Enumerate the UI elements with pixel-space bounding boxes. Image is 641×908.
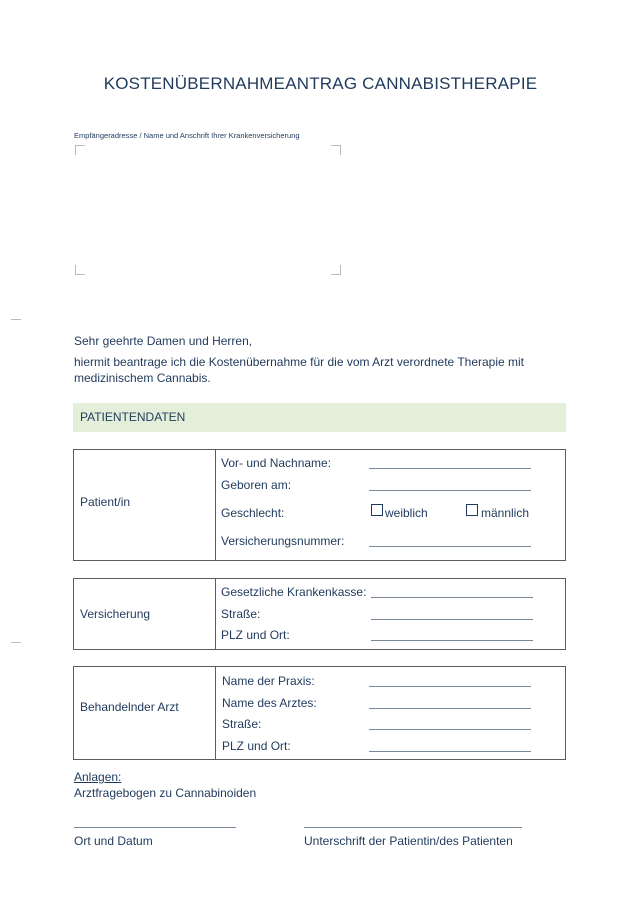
address-corner-mark [75, 265, 85, 275]
document-title: KOSTENÜBERNAHMEANTRAG CANNABISTHERAPIE [103, 74, 538, 93]
fund-label: Gesetzliche Krankenkasse: [221, 585, 367, 599]
doctor-name-field[interactable] [369, 708, 531, 709]
insurance-box [73, 578, 566, 650]
signature-label: Unterschrift der Patientin/des Patienten [304, 834, 513, 848]
patient-label: Patient/in [80, 495, 131, 509]
signature-field[interactable] [304, 827, 522, 828]
box-divider [215, 450, 216, 560]
intro-text: hiermit beantrage ich die Kostenübernahme für die vom Arzt verordnete Therapie mit medizinischem Cannabis. [74, 355, 525, 385]
gender-label: Geschlecht: [221, 506, 285, 520]
box-divider [215, 579, 216, 649]
insurance-label: Versicherung [80, 607, 151, 621]
female-option-label: weiblich [385, 506, 428, 520]
name-field[interactable] [369, 468, 531, 469]
doctor-street-field[interactable] [369, 729, 531, 730]
female-checkbox[interactable] [371, 504, 383, 516]
address-corner-mark [331, 265, 341, 275]
insurance-city-field[interactable] [371, 640, 533, 641]
box-divider [215, 667, 216, 759]
doctor-name-label: Name des Arztes: [222, 696, 317, 710]
patient-box [73, 449, 566, 561]
fold-mark [11, 642, 21, 643]
name-label: Vor- und Nachname: [221, 456, 332, 470]
greeting-text: Sehr geehrte Damen und Herren, [74, 334, 253, 348]
insurance-city-label: PLZ und Ort: [221, 628, 290, 642]
insurance-number-field[interactable] [369, 546, 531, 547]
insurance-number-label: Versicherungsnummer: [221, 534, 345, 548]
place-date-label: Ort und Datum [74, 834, 153, 848]
doctor-box [73, 666, 566, 760]
insurance-street-label: Straße: [221, 607, 261, 621]
doctor-street-label: Straße: [222, 717, 262, 731]
attachments-item: Arztfragebogen zu Cannabinoiden [74, 786, 257, 800]
fold-mark [11, 319, 21, 320]
doctor-label: Behandelnder Arzt [80, 700, 179, 714]
practice-field[interactable] [369, 686, 531, 687]
insurance-street-field[interactable] [371, 619, 533, 620]
birth-field[interactable] [369, 490, 531, 491]
male-option-label: männlich [481, 506, 530, 520]
section-title: PATIENTENDATEN [80, 410, 186, 424]
section-header [73, 403, 566, 432]
birth-label: Geboren am: [221, 478, 292, 492]
doctor-city-field[interactable] [369, 751, 531, 752]
doctor-city-label: PLZ und Ort: [222, 739, 291, 753]
address-corner-mark [331, 145, 341, 155]
attachments-heading: Anlagen: [74, 770, 122, 784]
address-label: Empfängeradresse / Name und Anschrift Ihrer Krankenversicherung [74, 131, 300, 140]
place-date-field[interactable] [74, 827, 236, 828]
male-checkbox[interactable] [466, 504, 478, 516]
address-corner-mark [75, 145, 85, 155]
fund-field[interactable] [371, 597, 533, 598]
practice-label: Name der Praxis: [222, 674, 315, 688]
